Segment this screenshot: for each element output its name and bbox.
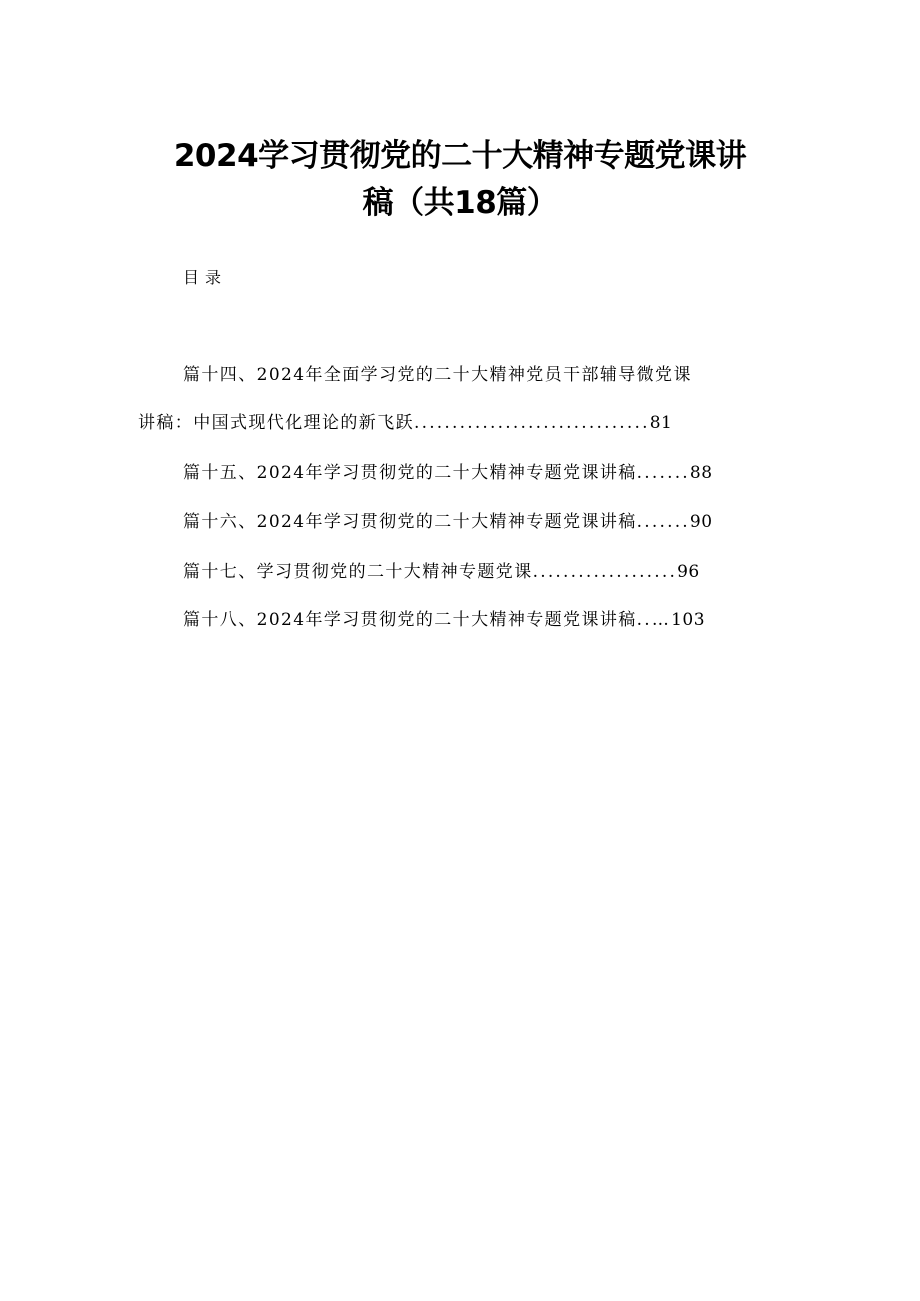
toc-entry-title: 讲稿：中国式现代化理论的新飞跃 bbox=[138, 413, 414, 433]
toc-page-number: 96 bbox=[677, 562, 700, 582]
toc-leader-dots: ....... bbox=[636, 512, 690, 532]
toc-page-number: 88 bbox=[689, 463, 713, 483]
toc-entry-title: 篇十四、2024年全面学习党的二十大精神党员干部辅导微党课 bbox=[183, 365, 692, 385]
toc-entry-14-line-1[interactable] bbox=[183, 363, 692, 387]
toc-entry-14-line-2[interactable] bbox=[138, 411, 672, 435]
toc-entry-18[interactable] bbox=[183, 608, 705, 632]
toc-entry-title: 篇十七、学习贯彻党的二十大精神专题党课 bbox=[183, 562, 533, 582]
toc-heading: 目录 bbox=[183, 268, 228, 287]
toc-entry-title: 篇十五、2024年学习贯彻党的二十大精神专题党课讲稿 bbox=[183, 463, 637, 483]
toc-entry-15[interactable] bbox=[183, 461, 713, 485]
toc-leader-dots: ............................... bbox=[414, 413, 650, 433]
toc-leader-dots: ................... bbox=[532, 562, 678, 582]
toc-entry-16[interactable] bbox=[183, 510, 713, 534]
toc-leader-dots: ....... bbox=[636, 463, 690, 483]
toc-leader-dots: ..… bbox=[636, 610, 672, 630]
toc-page-number: 90 bbox=[689, 512, 713, 532]
toc-entry-title: 篇十八、2024年学习贯彻党的二十大精神专题党课讲稿 bbox=[183, 610, 637, 630]
document-title-line-2: 稿（共18篇） bbox=[362, 185, 558, 221]
toc-page-number: 103 bbox=[671, 610, 706, 630]
toc-entry-17[interactable] bbox=[183, 560, 700, 584]
toc-entry-title: 篇十六、2024年学习贯彻党的二十大精神专题党课讲稿 bbox=[183, 512, 637, 532]
document-title-line-1: 2024学习贯彻党的二十大精神专题党课讲 bbox=[173, 138, 747, 174]
toc-page-number: 81 bbox=[649, 413, 673, 433]
